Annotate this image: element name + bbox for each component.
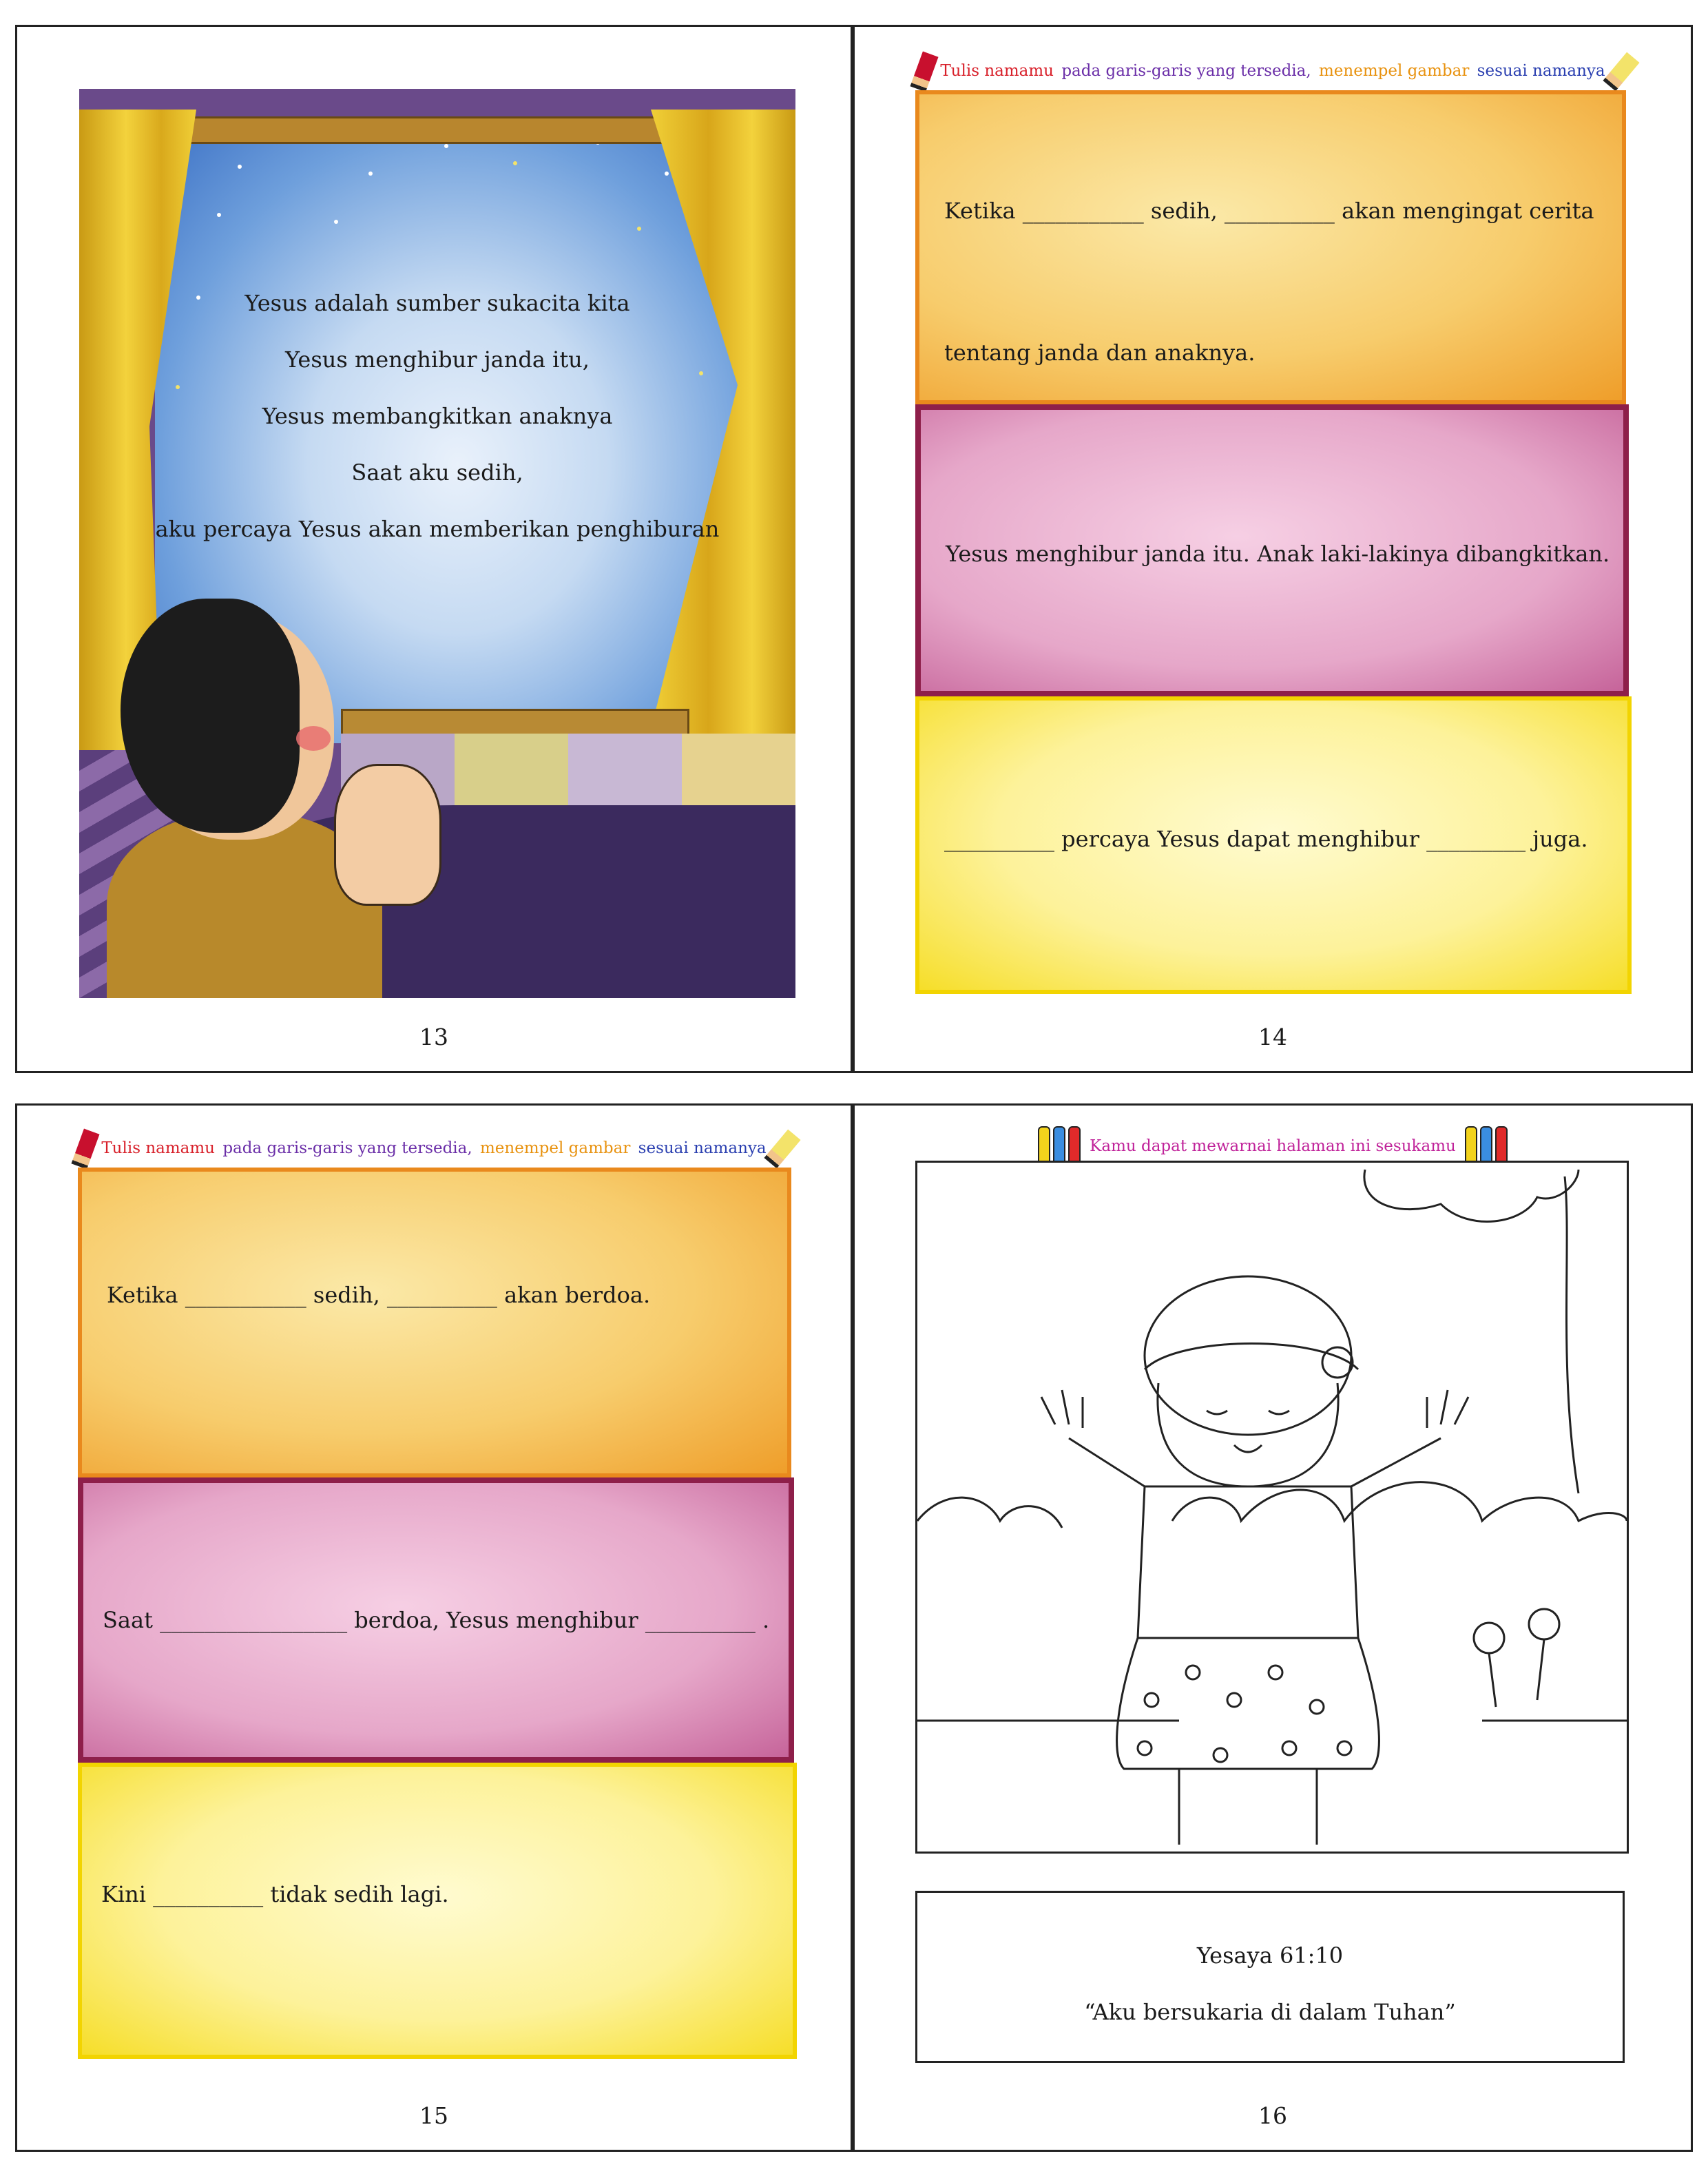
poem	[79, 275, 795, 557]
girl-coloring-drawing	[917, 1163, 1627, 1852]
shirt	[1138, 1486, 1358, 1638]
page-number: 15	[419, 2102, 448, 2129]
yellow-pencil-icon	[1603, 52, 1639, 92]
left-arm	[1041, 1390, 1145, 1486]
text-line: tentang janda dan anaknya.	[944, 340, 1256, 366]
smile	[1234, 1445, 1262, 1452]
legs	[1179, 1769, 1317, 1845]
curtain-rod	[176, 116, 724, 144]
verse-text: “Aku bersukaria di dalam Tuhan”	[1084, 1999, 1456, 2025]
tree-trunk	[1565, 1176, 1579, 1493]
instruction-text: Kamu dapat mewarnai halaman ini sesukamu	[1090, 1137, 1456, 1155]
text-line: Yesus menghibur janda itu. Anak laki-lakinya dibangkitkan.	[946, 541, 1610, 567]
eyes	[1207, 1411, 1289, 1414]
fill-in-line: Ketika ___________ sedih, __________ akan berdoa.	[107, 1282, 651, 1308]
yellow-box	[78, 1763, 797, 2059]
instruction-part: menempel gambar	[480, 1139, 631, 1157]
right-arm	[1351, 1390, 1468, 1486]
red-pencil-icon	[72, 1129, 100, 1170]
page-16	[853, 1103, 1693, 2152]
page-number: 13	[419, 1024, 448, 1050]
pink-box	[78, 1477, 794, 1763]
instruction-part: sesuai namanya	[1477, 62, 1605, 80]
praying-hands	[334, 764, 441, 906]
yellow-box	[915, 696, 1632, 994]
fill-in-line: Saat _________________ berdoa, Yesus menghibur __________ .	[103, 1607, 770, 1633]
skirt	[1117, 1638, 1379, 1769]
child-cheek	[296, 726, 331, 751]
poem-line: Yesus membangkitkan anaknya	[262, 403, 613, 429]
instruction-part: Tulis namamu	[101, 1139, 215, 1157]
instruction-part: Tulis namamu	[940, 62, 1054, 80]
poem-line: Yesus adalah sumber sukacita kita	[244, 290, 630, 316]
page-15	[15, 1103, 853, 2152]
tree-canopy	[1364, 1170, 1579, 1221]
orange-box	[915, 90, 1626, 404]
hat	[1145, 1276, 1351, 1435]
page-14	[853, 25, 1693, 1073]
page-13	[15, 25, 853, 1073]
poem-line: aku percaya Yesus akan memberikan penghiburan	[155, 516, 720, 542]
coloring-frame	[915, 1161, 1629, 1854]
page-number: 16	[1258, 2102, 1287, 2129]
poem-line: Yesus menghibur janda itu,	[285, 346, 590, 373]
instruction-part: sesuai namanya	[638, 1139, 767, 1157]
fill-in-line: __________ percaya Yesus dapat menghibur _________ juga.	[944, 826, 1588, 852]
orange-box	[78, 1168, 791, 1477]
instruction-part: menempel gambar	[1319, 62, 1470, 80]
fill-in-line: Kini __________ tidak sedih lagi.	[101, 1881, 449, 1907]
bushes	[917, 1482, 1627, 1528]
page-number: 14	[1258, 1024, 1287, 1050]
verse-reference: Yesaya 61:10	[1196, 1942, 1344, 1969]
fill-in-line: Ketika ___________ sedih, __________ akan mengingat cerita	[944, 198, 1594, 224]
red-pencil-icon	[910, 52, 939, 92]
instruction-part: pada garis-garis yang tersedia,	[1061, 62, 1311, 80]
poem-line: Saat aku sedih,	[351, 459, 523, 486]
pink-box	[915, 404, 1629, 696]
instruction-header	[855, 53, 1691, 90]
bible-verse-box	[915, 1891, 1625, 2063]
flowers	[1529, 1609, 1559, 1639]
yellow-pencil-icon	[764, 1130, 800, 1169]
instruction-header	[17, 1130, 851, 1168]
instruction-part: pada garis-garis yang tersedia,	[222, 1139, 472, 1157]
